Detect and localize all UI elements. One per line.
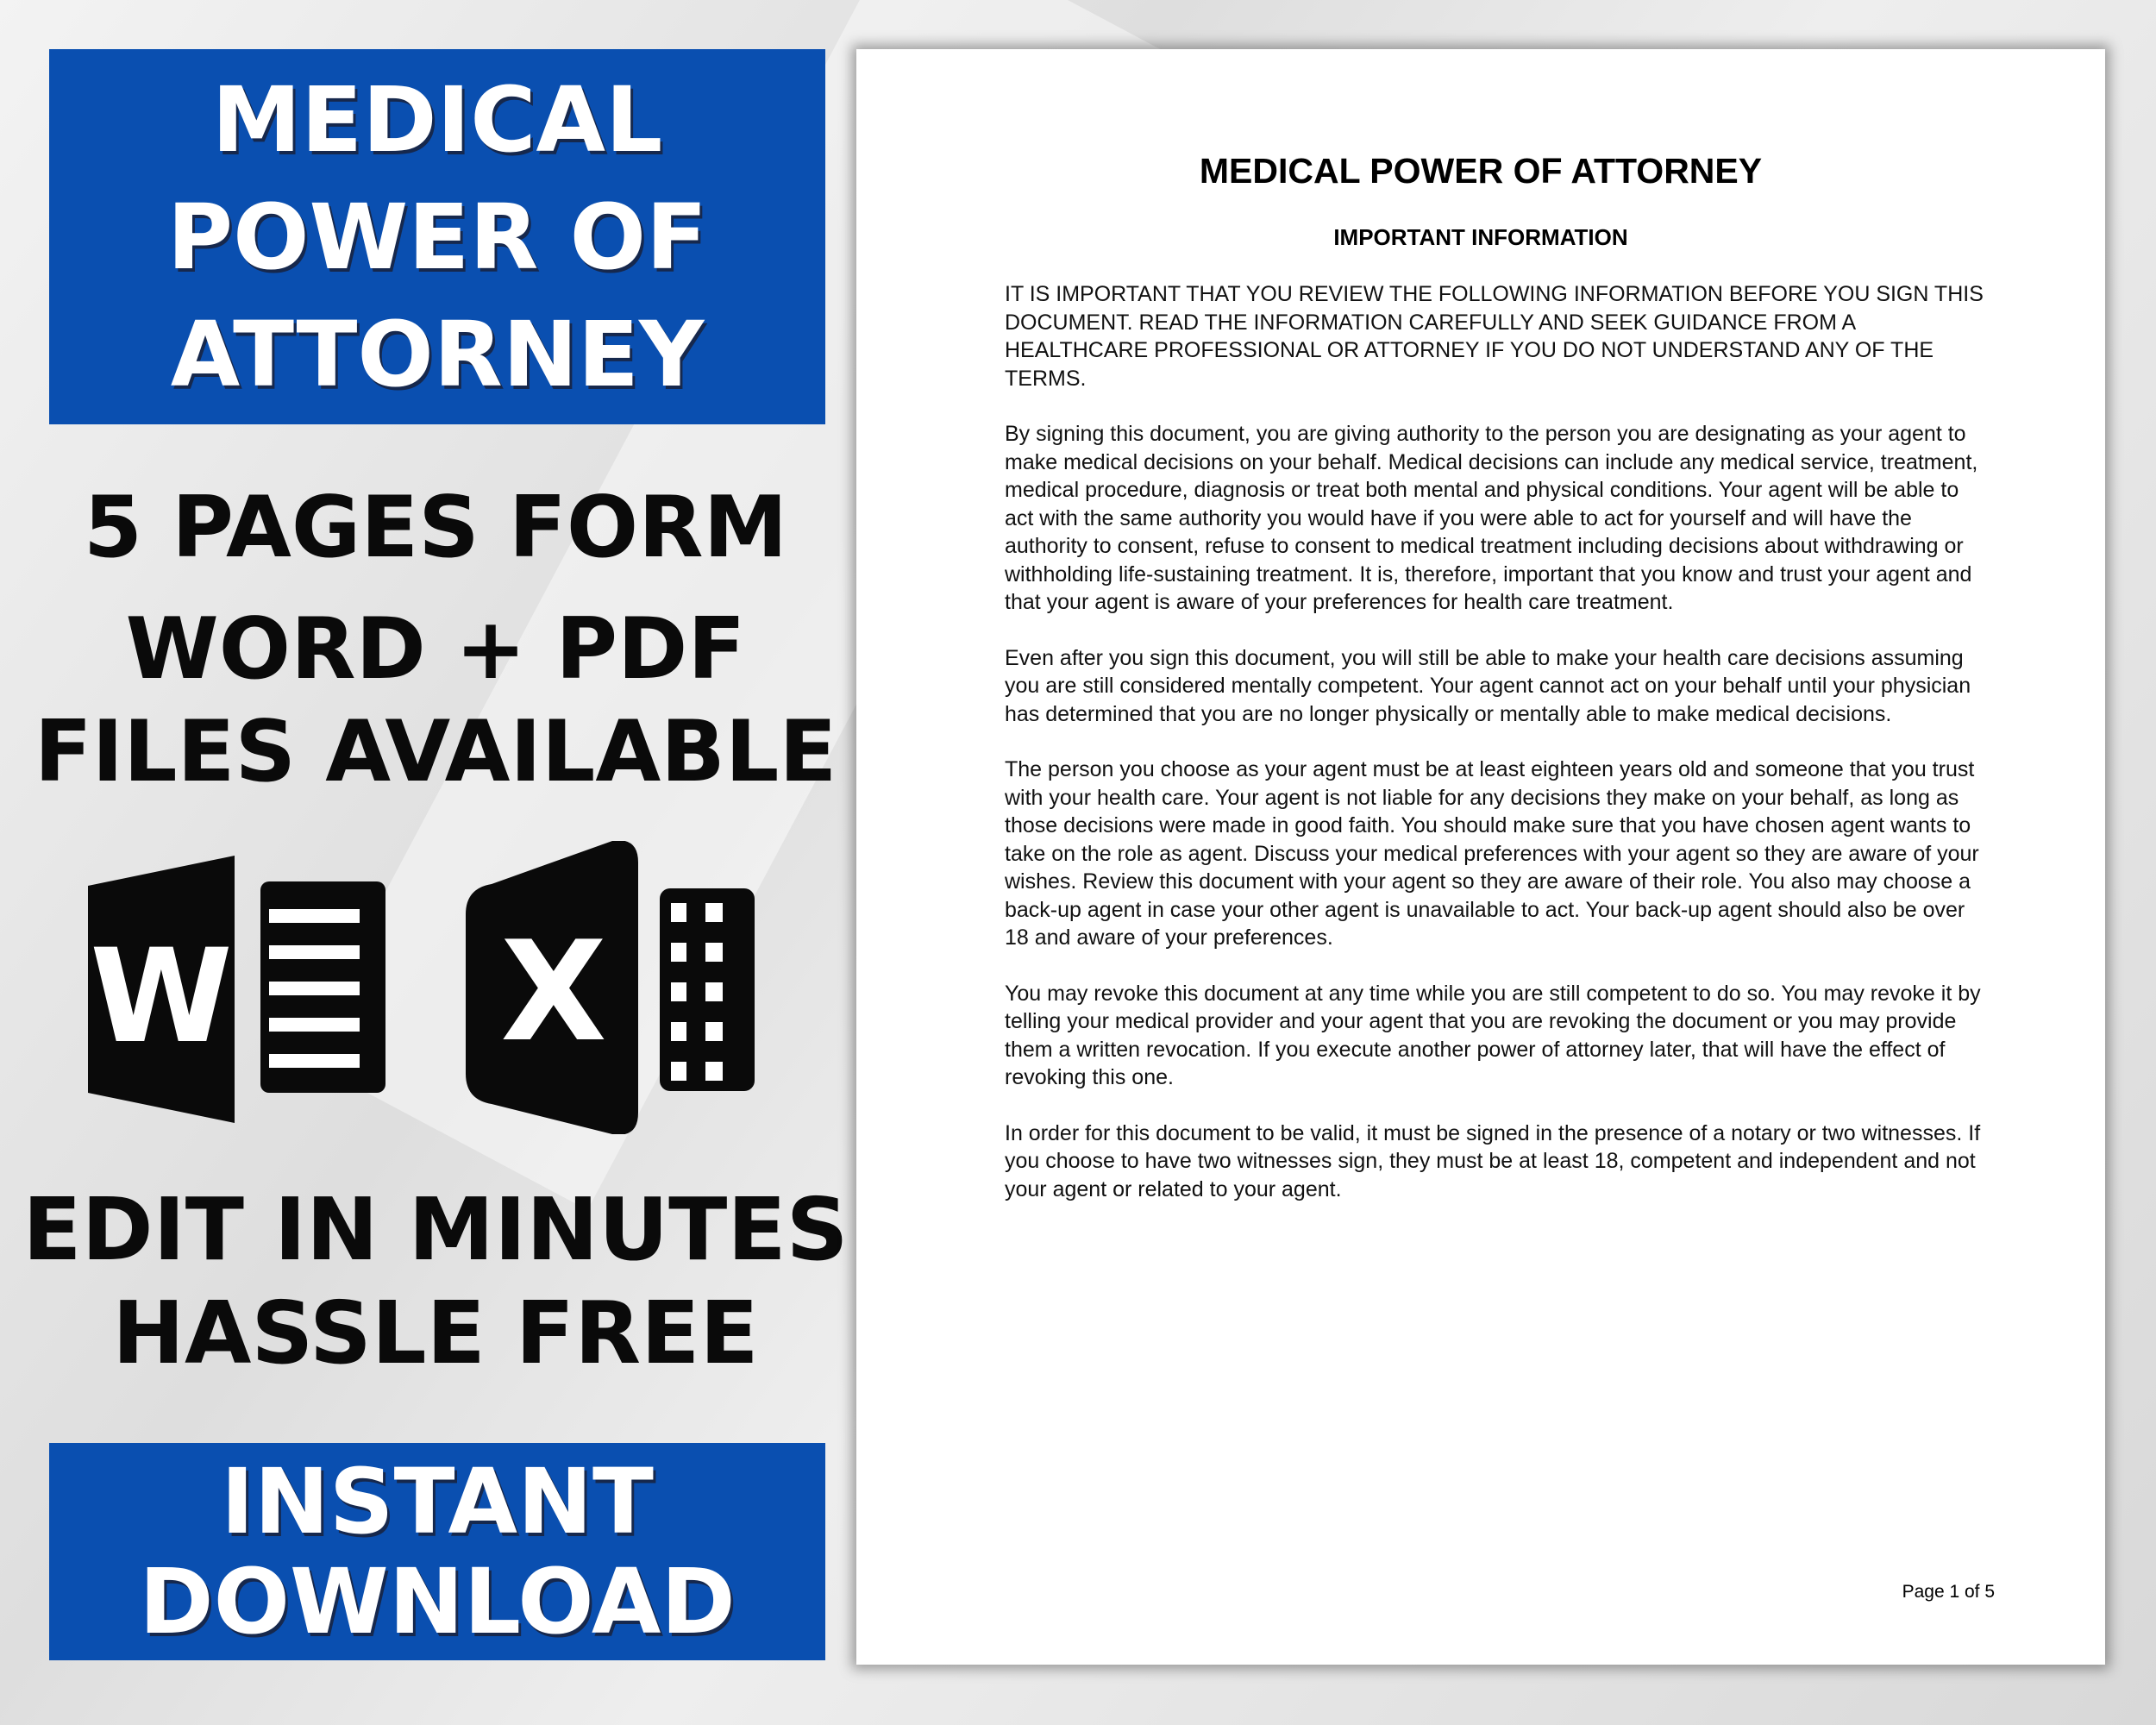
edit-in-minutes-text: EDIT IN MINUTES [22,1179,849,1280]
excel-icon-letter: X [500,911,607,1072]
product-title-line: POWER OF [166,184,708,290]
files-available-text: FILES AVAILABLE [34,703,837,801]
word-pdf-text: WORD + PDF [125,600,746,699]
document-paragraph: Even after you sign this document, you will still be able to make your health care decisions assuming you are still considered mentally competent. Your agent cannot act on your behalf until your physician has determined that you are no longer physically or mentally able to make medical decisions. [1005,645,1971,726]
document-title: MEDICAL POWER OF ATTORNEY [1199,151,1763,191]
page-number: Page 1 of 5 [1902,1582,1995,1602]
document-paragraph: In order for this document to be valid, it must be signed in the presence of a notary or two witnesses. If you choose to have two witnesses sign, they must be at least 18, competent and independent and not your agent or related to your agent. [1005,1120,1981,1201]
product-title-line: MEDICAL [211,66,663,172]
document-paragraph: The person you choose as your agent must be at least eighteen years old and someone that you trust with your health care. Your agent is not liable for any decisions they make on your behalf, as long as those decisions were made in good faith. You should make sure that you have chosen agent wants to take on the role as agent. Discuss your medical preferences with your agent so they are aware of your wishes. Review this document with your agent so they are aware of their role. You also may choose a back-up agent in case your other agent is unavailable to act. Your back-up agent should also be over 18 and aware of your preferences. [1005,757,1979,950]
product-title-line: ATTORNEY [170,301,705,407]
document-paragraph: IT IS IMPORTANT THAT YOU REVIEW THE FOLLOWING INFORMATION BEFORE YOU SIGN THIS DOCUMENT. READ THE INFORMATION CAREFULLY AND SEEK GUIDANCE FROM A HEALTHCARE PROFESSIONAL OR ATTORNEY IF YOU DO NOT UNDERSTAND ANY OF THE TERMS. [1005,282,1984,391]
document-paragraph: By signing this document, you are giving authority to the person you are designating as your agent to make medical decisions on your behalf. Medical decisions can include any medical service, treatment, medical procedure, diagnosis or treat both mental and physical conditions. Your agent will be able to act with the same authority you would have if you were able to act for yourself and will have the authority to consent, refuse to consent to medical treatment including decisions about withdrawing or withholding life-sustaining treatment. It is, therefore, important that you know and trust your agent and that your agent is aware of your preferences for health care treatment. [1005,422,1978,614]
document-paragraph: You may revoke this document at any time while you are still competent to do so. You may revoke it by telling your medical provider and your agent that you are revoking the document or you may provide them a written revocation. If you execute another power of attorney later, that will have the effect of revoking this one. [1005,981,1981,1089]
download-line: DOWNLOAD [139,1549,736,1654]
hassle-free-text: HASSLE FREE [112,1283,759,1383]
instant-download-banner [49,1443,825,1660]
document-body [1005,280,1988,1231]
word-icon-letter: W [90,922,233,1072]
document-page [856,49,2105,1665]
product-title-banner [49,49,825,424]
download-line: INSTANT [221,1449,654,1554]
excel-icon [466,841,763,1134]
document-subtitle: IMPORTANT INFORMATION [1333,224,1628,250]
word-icon [88,856,385,1123]
pages-form-text: 5 PAGES FORM [83,479,788,577]
